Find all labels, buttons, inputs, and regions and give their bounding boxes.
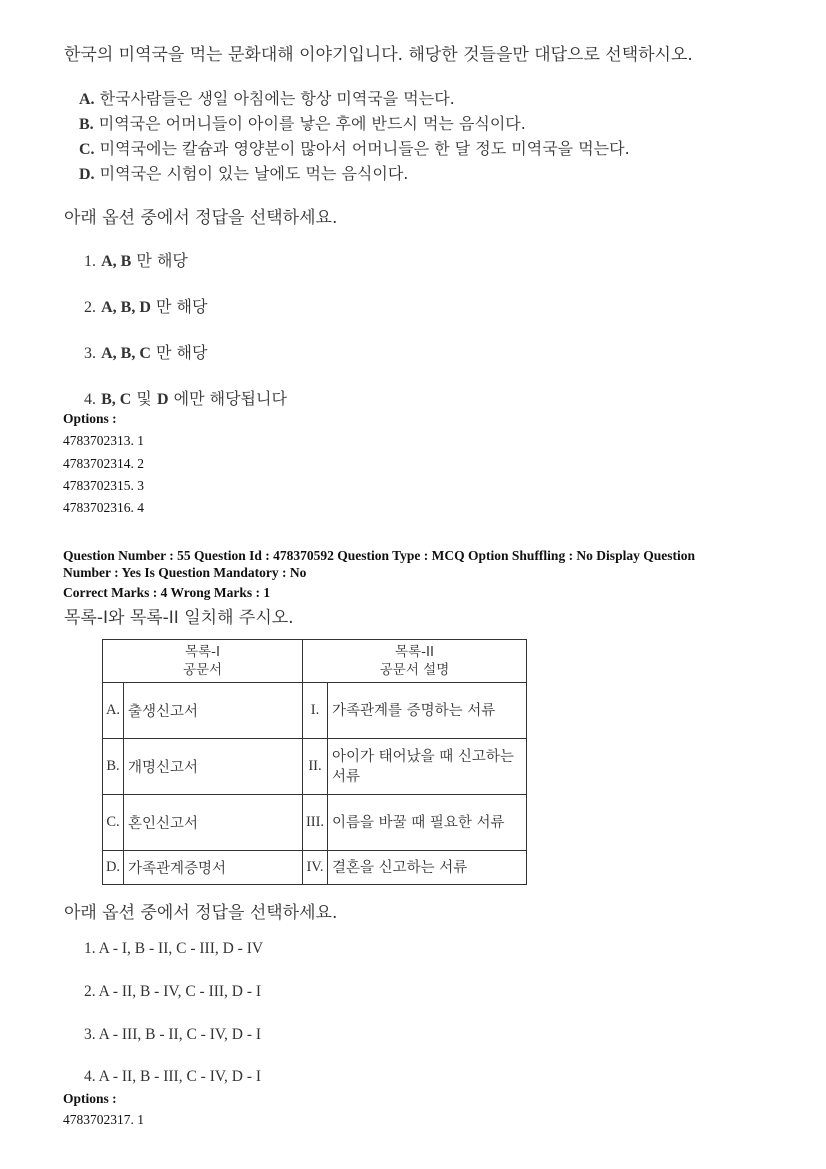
statement-key: D. (79, 166, 95, 183)
answer-choice-2: 2. A - II, B - IV, C - III, D - I (84, 983, 262, 1000)
answer-choice-1: 1. A - I, B - II, C - III, D - IV (84, 940, 264, 957)
table-row (103, 683, 527, 739)
statement-c (79, 136, 630, 159)
choice-keys: D (156, 391, 169, 408)
table-header-row (103, 640, 527, 683)
statement-text: 미역국에는 칼슘과 영양분이 많아서 어머니들은 한 달 정도 미역국을 먹는다. (99, 139, 630, 158)
question-meta: Number : Yes Is Question Mandatory : No (63, 565, 307, 580)
list-2-title: 목록-II (395, 644, 434, 660)
select-prompt: 아래 옵션 중에서 정답을 선택하세요. (64, 903, 338, 923)
choice-number: 3. (84, 345, 96, 362)
options-label: Options : (63, 1091, 117, 1106)
options-label: Options : (63, 411, 117, 426)
choice-keys: A, B (101, 253, 132, 270)
choice-text: 만 해당 (136, 251, 188, 270)
list-1-subtitle: 공문서 (182, 662, 223, 678)
statement-key: A. (79, 91, 95, 108)
matching-table (102, 639, 527, 885)
row-key: A. (103, 683, 124, 739)
table-row (103, 851, 527, 885)
answer-choice-1 (84, 248, 188, 271)
option-id: 4783702316. 4 (63, 500, 144, 515)
row-right-text: 결혼을 신고하는 서류 (328, 851, 527, 885)
list-2-subtitle: 공문서 설명 (379, 662, 450, 678)
statement-text: 한국사람들은 생일 아침에는 항상 미역국을 먹는다. (99, 89, 455, 108)
statement-key: B. (79, 116, 94, 133)
choice-text: 만 해당 (155, 343, 208, 362)
answer-choice-3 (84, 340, 207, 363)
row-left-text: 가족관계증명서 (124, 851, 303, 885)
statement-b (79, 111, 526, 134)
question-meta: Question Number : 55 Question Id : 478370592 Question Type : MCQ Option Shuffling : No Display Question (63, 548, 695, 563)
question-prompt: 목록-I와 목록-II 일치해 주시오. (64, 608, 294, 628)
list-1-header (103, 640, 303, 683)
row-left-text: 개명신고서 (124, 739, 303, 795)
option-id: 4783702314. 2 (63, 456, 144, 471)
list-2-header (303, 640, 527, 683)
row-roman: IV. (303, 851, 328, 885)
answer-choice-3: 3. A - III, B - II, C - IV, D - I (84, 1026, 262, 1043)
row-roman: I. (303, 683, 328, 739)
row-left-text: 출생신고서 (124, 683, 303, 739)
row-key: D. (103, 851, 124, 885)
choice-number: 4. (84, 391, 96, 408)
row-right-text: 가족관계를 증명하는 서류 (328, 683, 527, 739)
option-id: 4783702315. 3 (63, 478, 144, 493)
choice-number: 2. (84, 299, 96, 316)
option-id: 4783702317. 1 (63, 1112, 144, 1127)
statement-text: 미역국은 시험이 있는 날에도 먹는 음식이다. (99, 164, 409, 183)
table-row (103, 795, 527, 851)
answer-choice-4: 4. A - II, B - III, C - IV, D - I (84, 1068, 262, 1085)
row-roman: III. (303, 795, 328, 851)
select-prompt: 아래 옵션 중에서 정답을 선택하세요. (64, 208, 338, 228)
choice-text: 및 (136, 389, 152, 408)
choice-keys: A, B, D (101, 299, 151, 316)
statement-key: C. (79, 141, 95, 158)
choice-text: 만 해당 (155, 297, 208, 316)
statement-text: 미역국은 어머니들이 아이를 낳은 후에 반드시 먹는 음식이다. (98, 114, 526, 133)
choice-keys: A, B, C (101, 345, 151, 362)
list-1-title: 목록-I (185, 644, 220, 660)
row-right-text: 아이가 태어났을 때 신고하는 서류 (328, 739, 527, 795)
row-right-text: 이름을 바꿀 때 필요한 서류 (328, 795, 527, 851)
statement-a (79, 86, 455, 109)
answer-choice-4 (84, 386, 287, 409)
row-left-text: 혼인신고서 (124, 795, 303, 851)
choice-text: 에만 해당됩니다 (173, 389, 287, 408)
choice-keys: B, C (101, 391, 132, 408)
choice-number: 1. (84, 253, 96, 270)
option-id: 4783702313. 1 (63, 433, 144, 448)
row-key: C. (103, 795, 124, 851)
statement-d (79, 161, 408, 184)
question-prompt: 한국의 미역국을 먹는 문화대해 이야기입니다. 해당한 것들을만 대답으로 선택하시오. (64, 45, 693, 65)
table-row (103, 739, 527, 795)
answer-choice-2 (84, 294, 207, 317)
row-roman: II. (303, 739, 328, 795)
question-marks: Correct Marks : 4 Wrong Marks : 1 (63, 585, 271, 600)
row-key: B. (103, 739, 124, 795)
